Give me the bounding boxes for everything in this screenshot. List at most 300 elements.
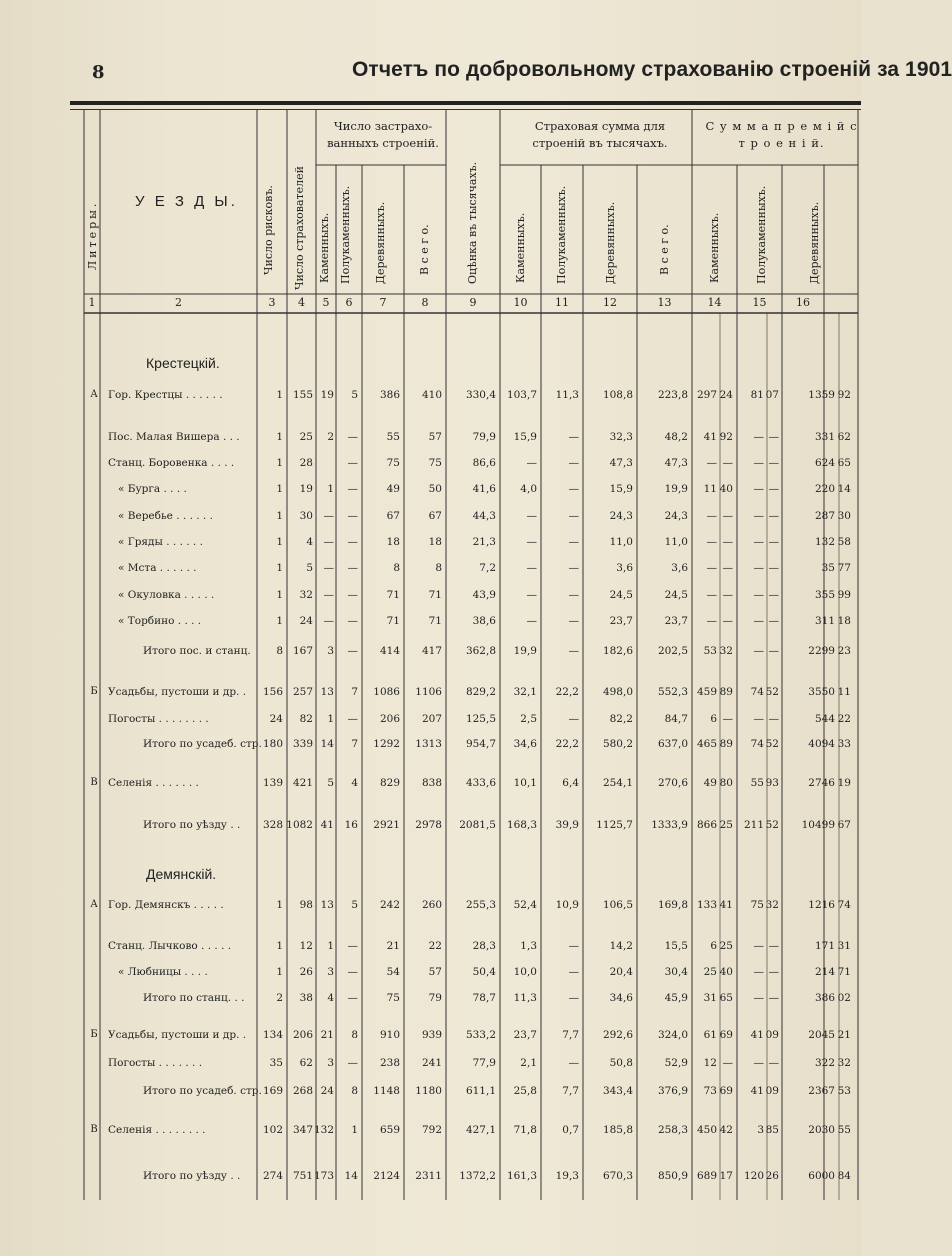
table-cell: — <box>568 483 579 495</box>
table-cell: — <box>753 589 764 601</box>
table-cell: — <box>768 992 779 1004</box>
table-cell: 22 <box>837 713 851 725</box>
table-cell: 1 <box>276 389 283 401</box>
table-cell: 2081,5 <box>459 819 496 831</box>
table-cell: — <box>347 562 358 574</box>
table-cell: 47,3 <box>664 457 688 469</box>
table-cell: 75 <box>428 457 442 469</box>
header-total-2: В с е г о. <box>658 224 671 276</box>
table-cell: 62 <box>299 1057 313 1069</box>
header-liter: Литеры. <box>86 200 99 270</box>
table-cell: 331 <box>814 431 835 443</box>
table-cell: 255,3 <box>465 899 496 911</box>
table-cell: 829,2 <box>465 686 496 698</box>
table-cell: 10,9 <box>555 899 579 911</box>
table-cell: — <box>753 562 764 574</box>
table-cell: 1292 <box>373 738 400 750</box>
table-cell: 3 <box>327 645 334 657</box>
table-cell: 52,9 <box>664 1057 688 1069</box>
table-cell: 322 <box>814 1057 835 1069</box>
table-cell: — <box>722 562 733 574</box>
table-cell: — <box>753 940 764 952</box>
table-cell: 98 <box>299 899 313 911</box>
table-cell: — <box>347 457 358 469</box>
table-cell: 1125,7 <box>596 819 633 831</box>
table-cell: 32 <box>719 645 733 657</box>
table-cell: — <box>753 966 764 978</box>
table-cell: 169 <box>262 1085 283 1097</box>
table-cell: 32,3 <box>609 431 633 443</box>
table-cell: 414 <box>379 645 400 657</box>
table-cell: 3 <box>327 966 334 978</box>
table-cell: 552,3 <box>657 686 688 698</box>
table-cell: 85 <box>765 1124 779 1136</box>
table-cell: 410 <box>421 389 442 401</box>
table-cell: 1 <box>276 536 283 548</box>
table-cell: 347 <box>292 1124 313 1136</box>
table-cell: 49 <box>703 777 717 789</box>
row-name: Итого по усадеб. стр. <box>143 738 262 750</box>
table-cell: 19,9 <box>664 483 688 495</box>
table-cell: 1180 <box>415 1085 442 1097</box>
table-cell: 4 <box>351 777 358 789</box>
table-cell: 41,6 <box>472 483 496 495</box>
table-cell: 7 <box>351 738 358 750</box>
table-cell: 43,9 <box>472 589 496 601</box>
column-number: 6 <box>345 296 353 309</box>
table-cell: 79 <box>428 992 442 1004</box>
table-cell: — <box>722 510 733 522</box>
table-cell: 74 <box>837 899 851 911</box>
column-number: 14 <box>707 296 722 309</box>
table-cell: 1 <box>276 510 283 522</box>
table-cell: — <box>706 510 717 522</box>
table-cell: — <box>753 1057 764 1069</box>
table-cell: 71 <box>428 589 442 601</box>
table-cell: 23,7 <box>664 615 688 627</box>
table-cell: 02 <box>837 992 851 1004</box>
table-cell: 41 <box>320 819 334 831</box>
table-cell: 5 <box>351 899 358 911</box>
table-cell: 71,8 <box>513 1124 537 1136</box>
table-cell: 13 <box>320 686 334 698</box>
table-cell: 47,3 <box>609 457 633 469</box>
table-cell: 25 <box>299 431 313 443</box>
section-title: Демянскій. <box>146 866 217 882</box>
table-cell: 75 <box>386 992 400 1004</box>
table-cell: 49 <box>386 483 400 495</box>
table-cell: — <box>568 510 579 522</box>
table-cell: — <box>753 713 764 725</box>
table-cell: 1333,9 <box>651 819 688 831</box>
table-cell: 54 <box>386 966 400 978</box>
page-title: Отчетъ по добровольному страхованію строеній за 1901 <box>352 58 952 81</box>
table-cell: 211 <box>743 819 764 831</box>
table-cell: 20,4 <box>609 966 633 978</box>
table-cell: — <box>706 615 717 627</box>
table-cell: 74 <box>750 686 764 698</box>
table-cell: 39,9 <box>555 819 579 831</box>
table-cell: 1 <box>276 940 283 952</box>
header-stone-3: Каменныхъ. <box>708 212 721 283</box>
table-cell: 44,3 <box>472 510 496 522</box>
table-cell: 168,3 <box>506 819 537 831</box>
table-cell: 106,5 <box>602 899 633 911</box>
table-cell: 10499 <box>801 819 835 831</box>
table-cell: 180 <box>262 738 283 750</box>
table-cell: 1 <box>327 713 334 725</box>
table-cell: 48,2 <box>664 431 688 443</box>
table-cell: 24 <box>299 615 313 627</box>
table-cell: 19 <box>299 483 313 495</box>
column-number: 12 <box>603 296 617 309</box>
table-cell: — <box>568 615 579 627</box>
table-cell: 80 <box>719 777 733 789</box>
header-group-sum: Страховая сумма для строеній въ тысячахъ. <box>532 119 668 150</box>
table-cell: 28,3 <box>472 940 496 952</box>
table-cell: 40 <box>719 966 733 978</box>
table-cell: 2978 <box>415 819 442 831</box>
table-cell: 339 <box>292 738 313 750</box>
table-cell: 2 <box>327 431 334 443</box>
header-stone-2: Каменныхъ. <box>514 212 527 283</box>
column-number: 16 <box>796 296 810 309</box>
table-cell: 206 <box>379 713 400 725</box>
table-cell: 8 <box>351 1029 358 1041</box>
table-cell: 659 <box>379 1124 400 1136</box>
table-cell: 132 <box>313 1124 334 1136</box>
table-cell: 223,8 <box>657 389 688 401</box>
table-cell: — <box>526 589 537 601</box>
table-cell: 2921 <box>373 819 400 831</box>
table-cell: 57 <box>428 431 442 443</box>
table-cell: 22,2 <box>555 686 579 698</box>
table-cell: 32 <box>299 589 313 601</box>
table-cell: — <box>722 589 733 601</box>
table-cell: — <box>722 615 733 627</box>
table-cell: 1216 <box>808 899 835 911</box>
table-cell: 1082 <box>286 819 313 831</box>
table-cell: — <box>526 536 537 548</box>
table-cell: 103,7 <box>506 389 537 401</box>
table-cell: 18 <box>428 536 442 548</box>
column-number: 2 <box>175 296 182 309</box>
table-cell: — <box>568 713 579 725</box>
table-cell: 1086 <box>373 686 400 698</box>
table-cell: 125,5 <box>465 713 496 725</box>
table-cell: 2045 <box>808 1029 835 1041</box>
table-cell: — <box>753 536 764 548</box>
table-cell: 214 <box>814 966 835 978</box>
row-liter: В <box>90 777 98 788</box>
table-cell: 6,4 <box>562 777 579 789</box>
row-name: Итого по уѣзду . . <box>143 1170 241 1182</box>
table-cell: — <box>568 940 579 952</box>
table-cell: 139 <box>262 777 283 789</box>
table-cell: 34,6 <box>513 738 537 750</box>
table-cell: 7,7 <box>562 1029 579 1041</box>
table-cell: 1372,2 <box>459 1170 496 1182</box>
table-cell: 8 <box>435 562 442 574</box>
table-cell: — <box>768 536 779 548</box>
table-cell: — <box>768 457 779 469</box>
table-cell: 07 <box>765 389 779 401</box>
table-cell: 25 <box>719 940 733 952</box>
table-cell: 2030 <box>808 1124 835 1136</box>
table-cell: — <box>526 562 537 574</box>
table-cell: 14 <box>344 1170 358 1182</box>
table-cell: — <box>347 713 358 725</box>
column-number: 13 <box>657 296 672 309</box>
table-cell: 4094 <box>808 738 835 750</box>
table-cell: 433,6 <box>465 777 496 789</box>
row-name: « Бурга . . . . <box>118 483 187 495</box>
table-cell: 108,8 <box>602 389 633 401</box>
column-number: 7 <box>379 296 387 309</box>
row-name: Гор. Крестцы . . . . . . <box>108 389 223 401</box>
header-insurers: Число страхователей <box>293 166 306 290</box>
table-cell: — <box>568 966 579 978</box>
table-cell: 185,8 <box>602 1124 633 1136</box>
table-cell: 498,0 <box>602 686 633 698</box>
table-cell: 19,3 <box>555 1170 579 1182</box>
table-cell: 41 <box>703 431 717 443</box>
table-cell: 427,1 <box>465 1124 496 1136</box>
table-cell: 386 <box>814 992 835 1004</box>
row-name: Итого по уѣзду . . <box>143 819 241 831</box>
table-cell: 41 <box>750 1029 764 1041</box>
table-cell: 89 <box>719 738 733 750</box>
table-cell: 5 <box>351 389 358 401</box>
table-cell: — <box>768 940 779 952</box>
table-cell: 1 <box>276 457 283 469</box>
table-cell: — <box>347 1057 358 1069</box>
table-cell: 32 <box>765 899 779 911</box>
table-cell: 1 <box>276 431 283 443</box>
table-cell: — <box>323 562 334 574</box>
table-cell: 67 <box>428 510 442 522</box>
table-cell: 52 <box>765 738 779 750</box>
table-cell: 35 <box>269 1057 283 1069</box>
table-cell: 19,9 <box>513 645 537 657</box>
table-cell: 850,9 <box>657 1170 688 1182</box>
row-name: Селенія . . . . . . . <box>108 777 199 789</box>
table-cell: — <box>568 431 579 443</box>
table-cell: — <box>347 536 358 548</box>
table-cell: 40 <box>719 483 733 495</box>
table-cell: 92 <box>719 431 733 443</box>
table-cell: 32 <box>837 1057 851 1069</box>
table-cell: — <box>753 992 764 1004</box>
table-cell: 910 <box>379 1029 400 1041</box>
table-cell: 11 <box>837 686 851 698</box>
table-cell: — <box>768 431 779 443</box>
table-cell: 99 <box>837 589 851 601</box>
table-cell: 09 <box>765 1029 779 1041</box>
table-cell: — <box>526 510 537 522</box>
table-cell: 12 <box>703 1057 717 1069</box>
table-cell: 55 <box>750 777 764 789</box>
table-cell: 3,6 <box>616 562 633 574</box>
table-cell: 4 <box>306 536 313 548</box>
table-cell: 14 <box>320 738 334 750</box>
table-cell: 1 <box>327 940 334 952</box>
table-cell: 1313 <box>415 738 442 750</box>
table-cell: — <box>568 1057 579 1069</box>
table-cell: 18 <box>837 615 851 627</box>
table-cell: 328 <box>262 819 283 831</box>
table-cell: — <box>768 589 779 601</box>
column-number: 11 <box>555 296 569 309</box>
row-name: « Торбино . . . . <box>118 615 202 627</box>
table-cell: 132 <box>814 536 835 548</box>
table-cell: 274 <box>262 1170 283 1182</box>
table-cell: 52 <box>765 819 779 831</box>
table-cell: 38,6 <box>472 615 496 627</box>
table-cell: 257 <box>292 686 313 698</box>
table-cell: 19 <box>837 777 851 789</box>
table-cell: 7,7 <box>562 1085 579 1097</box>
table-cell: 450 <box>696 1124 717 1136</box>
table-cell: — <box>706 589 717 601</box>
table-cell: 6 <box>710 940 717 952</box>
column-number: 15 <box>752 296 767 309</box>
table-cell: 24,5 <box>609 589 633 601</box>
column-number: 5 <box>322 296 330 309</box>
table-cell: — <box>722 1057 733 1069</box>
table-cell: 6 <box>710 713 717 725</box>
row-liter: В <box>90 1124 98 1135</box>
table-cell: 330,4 <box>465 389 496 401</box>
header-valuation: Оцѣнка въ тысячахъ. <box>466 161 479 284</box>
table-cell: 23 <box>837 645 851 657</box>
table-cell: 155 <box>292 389 313 401</box>
table-cell: 287 <box>814 510 835 522</box>
table-cell: 25 <box>703 966 717 978</box>
table-cell: 311 <box>814 615 835 627</box>
column-number: 3 <box>268 296 276 309</box>
table-cell: 417 <box>421 645 442 657</box>
row-name: Гор. Демянскъ . . . . . <box>108 899 224 911</box>
table-cell: 18 <box>386 536 400 548</box>
table-cell: — <box>526 457 537 469</box>
table-cell: 355 <box>814 589 835 601</box>
table-cell: — <box>347 940 358 952</box>
table-cell: 41 <box>719 899 733 911</box>
table-cell: 182,6 <box>602 645 633 657</box>
table-cell: 26 <box>765 1170 779 1182</box>
row-liter: Б <box>90 1029 98 1040</box>
row-name: « Веребье . . . . . . <box>118 510 213 522</box>
header-half-1: Полукаменныхъ. <box>339 185 352 285</box>
row-name: Станц. Лычково . . . . . <box>108 940 232 952</box>
table-cell: 268 <box>292 1085 313 1097</box>
table-cell: 69 <box>719 1085 733 1097</box>
table-cell: 1 <box>276 899 283 911</box>
table-cell: 8 <box>276 645 283 657</box>
table-cell: 34,6 <box>609 992 633 1004</box>
table-cell: 1148 <box>373 1085 400 1097</box>
table-cell: 78,7 <box>472 992 496 1004</box>
table-cell: 61 <box>703 1029 717 1041</box>
table-cell: 73 <box>703 1085 717 1097</box>
table-cell: 169,8 <box>657 899 688 911</box>
row-name: « Окуловка . . . . . <box>118 589 215 601</box>
table-cell: 220 <box>814 483 835 495</box>
table-cell: 207 <box>421 713 442 725</box>
row-name: Селенія . . . . . . . . <box>108 1124 206 1136</box>
table-cell: — <box>568 645 579 657</box>
table-cell: 1 <box>327 483 334 495</box>
table-cell: 24 <box>269 713 283 725</box>
table-cell: 24,3 <box>664 510 688 522</box>
table-cell: 533,2 <box>465 1029 496 1041</box>
table-cell: 77 <box>837 562 851 574</box>
table-cell: 82 <box>299 713 313 725</box>
table-cell: 30 <box>837 510 851 522</box>
table-cell: 28 <box>299 457 313 469</box>
table-cell: 58 <box>837 536 851 548</box>
table-cell: — <box>768 645 779 657</box>
table-cell: 19 <box>320 389 334 401</box>
table-cell: 258,3 <box>657 1124 688 1136</box>
table-cell: 84,7 <box>664 713 688 725</box>
table-cell: — <box>722 536 733 548</box>
table-cell: 71 <box>428 615 442 627</box>
table-cell: — <box>768 510 779 522</box>
column-number: 10 <box>513 296 528 309</box>
table-cell: — <box>568 589 579 601</box>
table-cell: 161,3 <box>506 1170 537 1182</box>
table-cell: 11,3 <box>513 992 537 1004</box>
table-cell: 22,2 <box>555 738 579 750</box>
row-name: Итого по станц. . . <box>143 992 245 1004</box>
table-cell: 7,2 <box>479 562 496 574</box>
table-cell: — <box>568 536 579 548</box>
row-name: Погосты . . . . . . . <box>108 1057 203 1069</box>
row-liter: А <box>90 899 98 910</box>
table-cell: 829 <box>379 777 400 789</box>
table-cell: 6000 <box>808 1170 835 1182</box>
table-cell: — <box>323 615 334 627</box>
table-cell: 1106 <box>415 686 442 698</box>
table-cell: 16 <box>344 819 358 831</box>
table-cell: 21,3 <box>472 536 496 548</box>
table-cell: 11,0 <box>664 536 688 548</box>
table-cell: — <box>347 966 358 978</box>
table-cell: 11 <box>703 483 717 495</box>
table-cell: 79,9 <box>472 431 496 443</box>
table-cell: — <box>347 483 358 495</box>
table-cell: 14,2 <box>609 940 633 952</box>
table-cell: 343,4 <box>602 1085 633 1097</box>
table-cell: 260 <box>421 899 442 911</box>
table-cell: 171 <box>814 940 835 952</box>
header-wood-3: Деревянныхъ. <box>808 201 821 284</box>
table-cell: — <box>568 992 579 1004</box>
table-cell: 324,0 <box>657 1029 688 1041</box>
column-number: 4 <box>298 296 305 309</box>
table-cell: 81 <box>750 389 764 401</box>
table-cell: — <box>568 562 579 574</box>
table-cell: 1 <box>351 1124 358 1136</box>
table-cell: 297 <box>696 389 717 401</box>
table-cell: 21 <box>837 1029 851 1041</box>
table-cell: 2746 <box>808 777 835 789</box>
row-name: Станц. Боровенка . . . . <box>108 457 235 469</box>
table-cell: 0,7 <box>562 1124 579 1136</box>
table-cell: — <box>526 615 537 627</box>
